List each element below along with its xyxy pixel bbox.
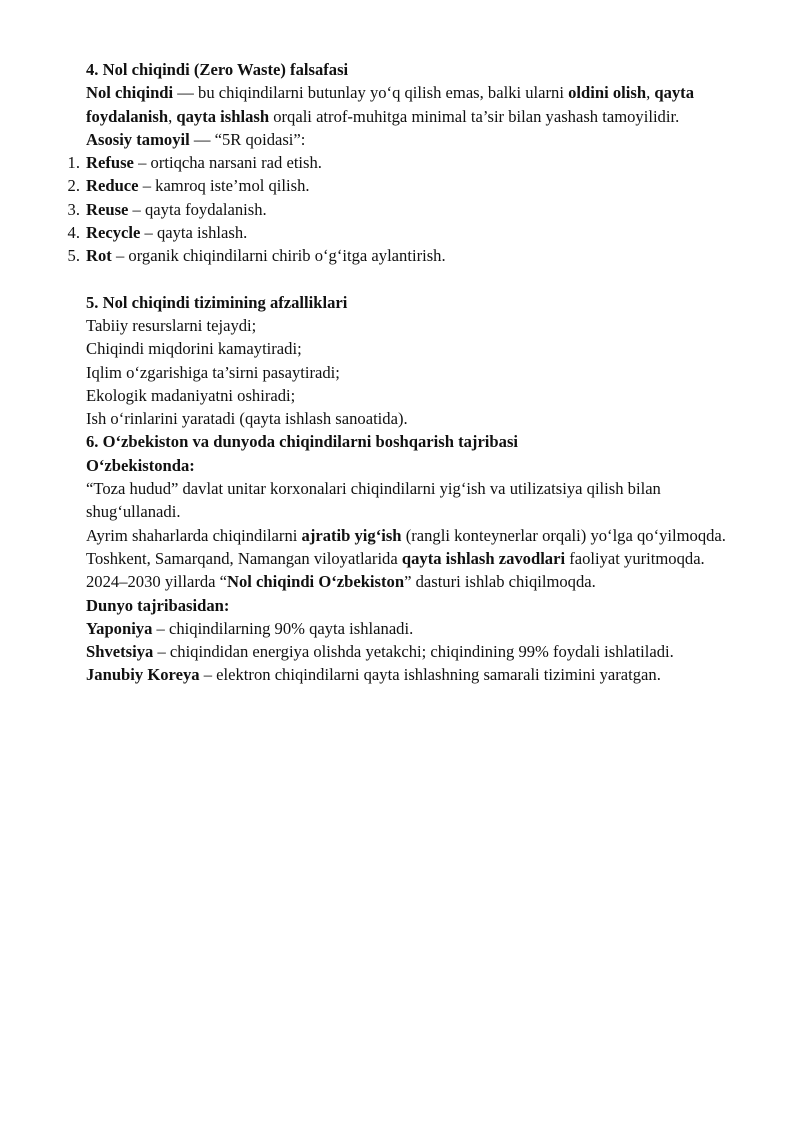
- section-4-heading: 4. Nol chiqindi (Zero Waste) falsafasi: [86, 60, 349, 79]
- world-item: Shvetsiya – chiqindidan energiya olishda yetakchi; chiqindining 99% foydali ishlatiladi.: [86, 642, 674, 662]
- list-item: 1. Refuse – ortiqcha narsani rad etish.: [67, 153, 322, 173]
- benefit-item: Chiqindi miqdorini kamaytiradi;: [86, 339, 302, 359]
- uzbekistan-paragraph: 2024–2030 yillarda “Nol chiqindi O‘zbekiston” dasturi ishlab chiqilmoqda.: [86, 572, 596, 592]
- benefit-item: Ish o‘rinlarini yaratadi (qayta ishlash sanoatida).: [86, 409, 408, 429]
- uzbekistan-paragraph: Toshkent, Samarqand, Namangan viloyatlarida qayta ishlash zavodlari faoliyat yuritmoqda.: [86, 548, 705, 568]
- world-item: Janubiy Koreya – elektron chiqindilarni qayta ishlashning samarali tizimini yaratgan.: [86, 665, 661, 685]
- section-6-heading: 6. O‘zbekiston va dunyoda chiqindilarni boshqarish tajribasi: [86, 432, 519, 452]
- list-item: 2. Reduce – kamroq iste’mol qilish.: [67, 176, 310, 196]
- list-item: 5. Rot – organik chiqindilarni chirib o‘g‘itga aylantirish.: [67, 246, 446, 266]
- document-body: [67, 58, 746, 687]
- uzbekistan-paragraph: Ayrim shaharlarda chiqindilarni ajratib yig‘ish (rangli konteynerlar orqali) yo‘lga qo‘yilmoqda.: [86, 525, 726, 545]
- uzbekistan-paragraph: “Toza hudud” davlat unitar korxonalari chiqindilarni yig‘ish va utilizatsiya qilish bilan shug‘ullanadi.: [86, 479, 661, 522]
- five-r-list: [67, 151, 746, 267]
- zero-waste-definition: Nol chiqindi — bu chiqindilarni butunlay yo‘q qilish emas, balki ularni oldini olish, qayta foydalanish, qayta ishlash orqali atrof-muhitga minimal ta’sir bilan yashash tamoyilidir.: [86, 83, 695, 126]
- list-item: 4. Recycle – qayta ishlash.: [67, 223, 248, 243]
- uzbekistan-heading: O‘zbekistonda:: [86, 455, 195, 475]
- paragraph-gap: [86, 268, 746, 291]
- section-5-heading: 5. Nol chiqindi tizimining afzalliklari: [86, 292, 348, 312]
- world-item: Yaponiya – chiqindilarning 90% qayta ishlanadi.: [86, 618, 414, 638]
- main-principle: Asosiy tamoyil — “5R qoidasi”:: [86, 129, 306, 149]
- benefit-item: Ekologik madaniyatni oshiradi;: [86, 385, 296, 405]
- benefit-item: Tabiiy resurslarni tejaydi;: [86, 315, 257, 335]
- benefit-item: Iqlim o‘zgarishiga ta’sirni pasaytiradi;: [86, 362, 340, 382]
- list-item: 3. Reuse – qayta foydalanish.: [67, 199, 267, 219]
- world-experience-heading: Dunyo tajribasidan:: [86, 595, 230, 615]
